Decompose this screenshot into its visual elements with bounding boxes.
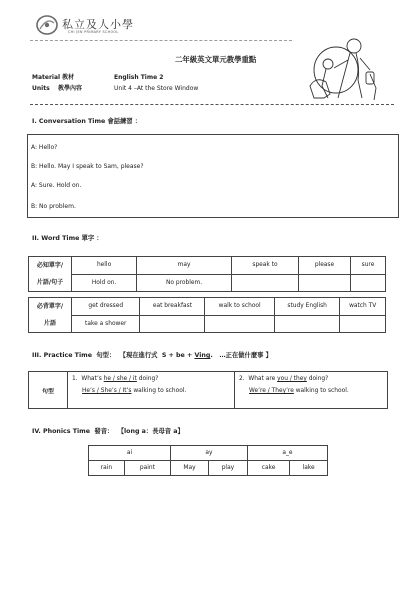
pattern-cell bbox=[235, 372, 388, 409]
material-value: English Time 2 bbox=[114, 74, 164, 81]
word-cell bbox=[231, 274, 298, 292]
pattern-question: 1. What’s he / she / it doing? bbox=[72, 376, 159, 382]
phonics-word: rain bbox=[89, 461, 125, 476]
pattern-question: 2. What are you / they doing? bbox=[239, 376, 329, 382]
conversation-heading: I. Conversation Time 會話練習 ： bbox=[32, 118, 142, 125]
sentence-pattern-table bbox=[28, 371, 388, 409]
phonics-word: May bbox=[170, 461, 208, 476]
section-divider bbox=[30, 104, 394, 105]
pattern-label: 句型 bbox=[29, 372, 68, 409]
phonics-word: paint bbox=[124, 461, 170, 476]
word-cell: No problem. bbox=[137, 274, 232, 292]
phonics-table bbox=[88, 445, 328, 476]
pattern-answer: He’s / She’s / It’s walking to school. bbox=[82, 388, 187, 394]
word-cell: watch TV bbox=[340, 298, 386, 316]
material-label: Material 教材 bbox=[32, 74, 75, 81]
school-name-cn: 私立及人小學 bbox=[62, 18, 134, 31]
school-name-en: CHI JEN PRIMARY SCHOOL bbox=[68, 30, 119, 34]
word-cell: hello bbox=[72, 257, 137, 275]
header-divider bbox=[30, 40, 292, 41]
children-dog-illustration bbox=[300, 28, 382, 106]
word-cell: Hold on. bbox=[72, 274, 137, 292]
word-cell bbox=[350, 274, 385, 292]
dialogue-line: A: Sure. Hold on. bbox=[31, 182, 82, 189]
word-cell bbox=[299, 274, 351, 292]
dialogue-line: A: Hello? bbox=[31, 144, 58, 151]
word-cell: study English bbox=[274, 298, 339, 316]
table-label: 必知單字/ 片語/句子 bbox=[29, 257, 72, 292]
material-row bbox=[32, 72, 163, 81]
phonics-group: ai bbox=[89, 446, 171, 461]
pattern-cell bbox=[68, 372, 235, 409]
phonics-heading: IV. Phonics Time 發音： 【long a：長母音 a】 bbox=[32, 428, 184, 435]
school-logo-icon bbox=[34, 14, 60, 36]
pattern-answer: We’re / They’re walking to school. bbox=[249, 388, 349, 394]
word-cell bbox=[340, 315, 386, 333]
word-cell: speak to bbox=[231, 257, 298, 275]
phonics-word: lake bbox=[290, 461, 328, 476]
required-words-table bbox=[28, 256, 386, 292]
word-cell bbox=[140, 315, 205, 333]
word-cell bbox=[274, 315, 339, 333]
page-title: 二年級英文單元教學重點 bbox=[175, 55, 257, 64]
word-cell: may bbox=[137, 257, 232, 275]
dialogue-line: B: Hello. May I speak to Sam, please? bbox=[31, 163, 144, 170]
word-cell: take a shower bbox=[72, 315, 140, 333]
word-cell bbox=[205, 315, 275, 333]
units-label: Units 教學內容 bbox=[32, 85, 82, 92]
word-cell: please bbox=[299, 257, 351, 275]
word-cell: walk to school bbox=[205, 298, 275, 316]
conversation-box bbox=[27, 134, 399, 218]
word-time-heading: II. Word Time 單字 ： bbox=[32, 235, 103, 242]
word-cell: sure bbox=[350, 257, 385, 275]
practice-heading: III. Practice Time 句型： 【現在進行式 S + be + Ving. …正在做什麼事 】 bbox=[32, 352, 272, 359]
word-cell: eat breakfast bbox=[140, 298, 205, 316]
phonics-word: play bbox=[209, 461, 248, 476]
units-value: Unit 4 –At the Store Window bbox=[114, 85, 199, 92]
phonics-word: cake bbox=[247, 461, 289, 476]
must-memorize-table bbox=[28, 297, 386, 333]
table-label: 必背單字/ 片語 bbox=[29, 298, 72, 333]
phonics-group: a_e bbox=[247, 446, 327, 461]
phonics-group: ay bbox=[170, 446, 247, 461]
units-row bbox=[32, 83, 198, 92]
word-cell: get dressed bbox=[72, 298, 140, 316]
dialogue-line: B: No problem. bbox=[31, 203, 76, 210]
